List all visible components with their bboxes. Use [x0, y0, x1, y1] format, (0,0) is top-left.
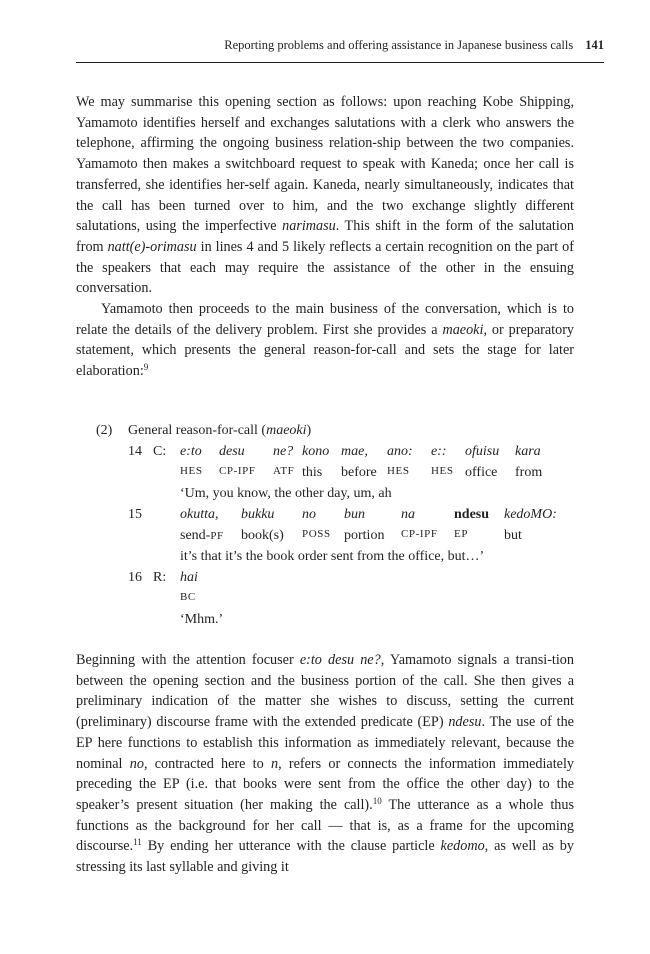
footnote-ref-9: 9 [143, 362, 149, 373]
paragraph-maeoki: Yamamoto then proceeds to the main business of the conversation, which is to relate the details of the delivery problem. First she provides a maeoki, or preparatory statement, which presents the general reason-for-call and sets the stage for later elaboration:$^9$ [76, 301, 575, 380]
paragraph-analysis: Beginning with the attention focuser e:to desu ne?, Yamamoto signals a transi-tion between the opening section and the business portion of the call. She then gives a preliminary indication of the matter she wishes to discuss, setting the current (preliminary) discourse frame with the extended predicate (EP) ndesu. The use of the EP here functions to establish this information as immediately relevant, because the nominal no, contracted here to n, refers or connects the information immediately preceding the EP (i.e. that books were sent from the office the other day) to the speaker’s present situation (her making the call).$^{10}$ The utterance as a whole thus functions as the background for her call — that is, as a frame for the upcoming discourse.$^{11}$ By ending her utterance with the clause particle kedomo, as well as by stressing its last syllable and giving it [76, 652, 575, 876]
running-head [76, 38, 604, 63]
running-head-title: Reporting problems and offering assistance in Japanese business calls [224, 38, 574, 52]
paragraph-summary: We may summarise this opening section as follows: upon reaching Kobe Shipping, Yamamoto identifies herself and exchanges salutations with a clerk who answers the telephone, affirming the ongoing business relation-ship between the two companies. Yamamoto then makes a switchboard request to speak with Kaneda; once her call is transferred, she identifies her-self again. Kaneda, nearly simultaneously, indicates that the call has been turned over to him, and the two exchange slightly different salutations, using the imperfective narimasu. This shift in the form of the salutation from natt(e)-orimasu in lines 4 and 5 likely reflects a certain recognition on the part of the speakers that each may require the assistance of the other in the ensuing conversation. [76, 94, 574, 297]
page-number: 141 [585, 38, 604, 52]
body-text-bottom [76, 650, 574, 878]
body-text-top [76, 92, 574, 382]
footnote-ref-10: 10 [372, 795, 382, 806]
footnote-ref-11: 11 [133, 837, 142, 848]
